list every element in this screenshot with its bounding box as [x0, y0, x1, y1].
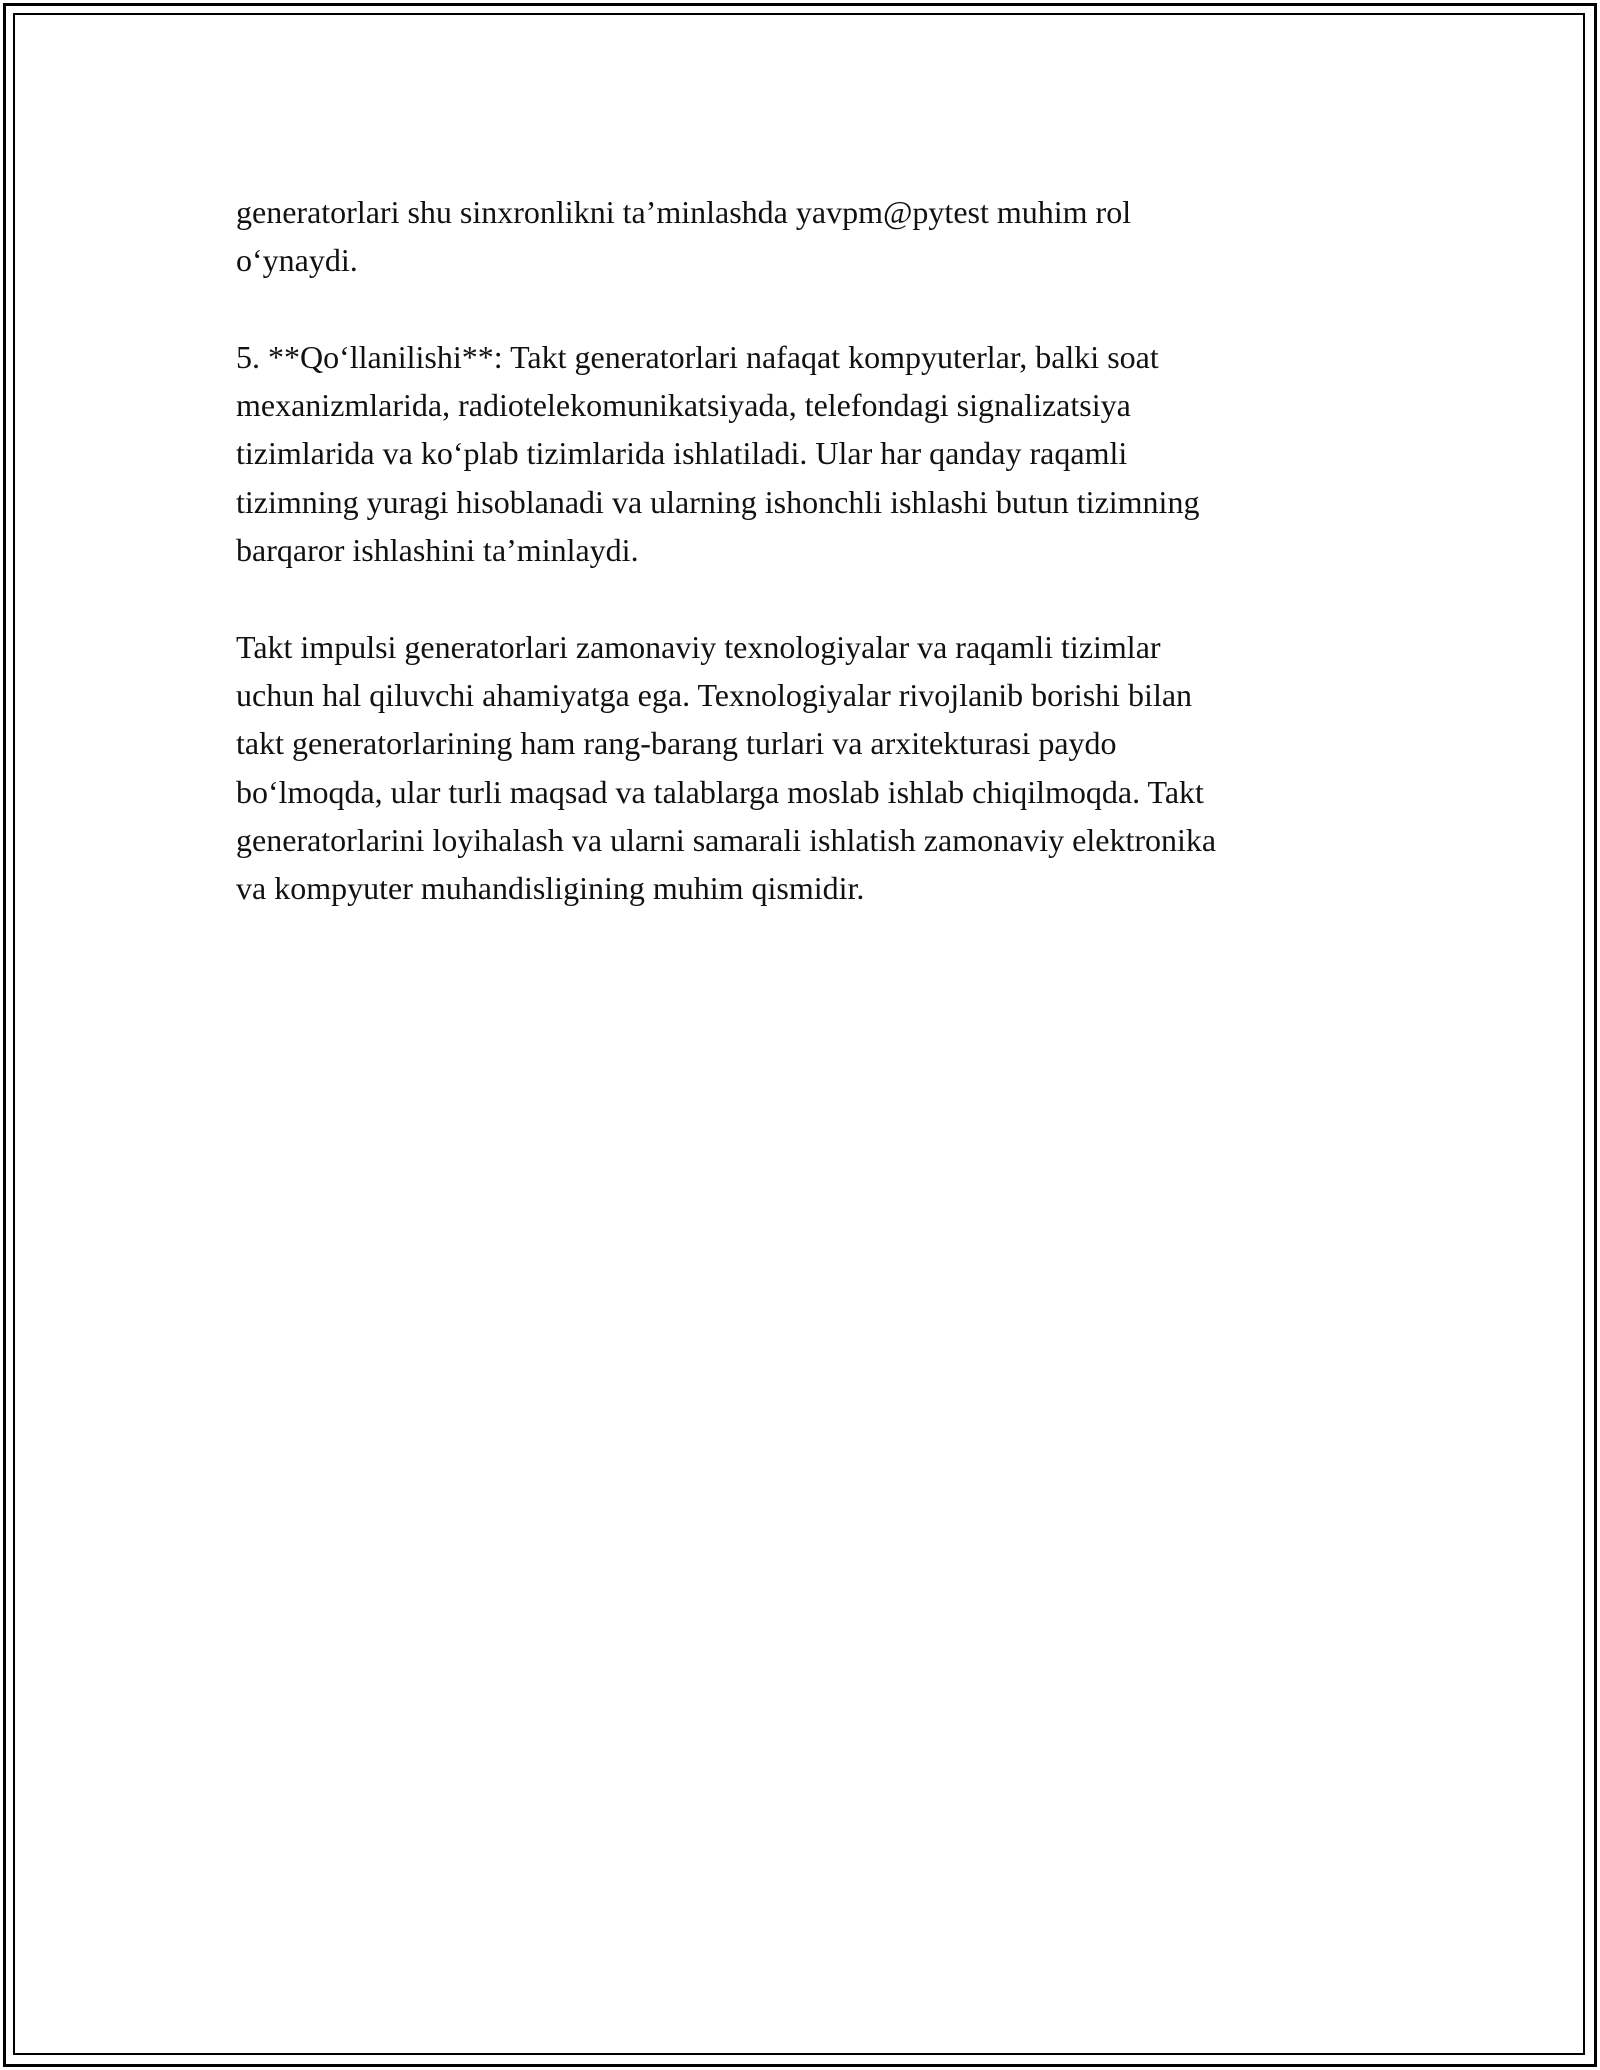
- paragraph-applications: 5. **Qo‘llanilishi**: Takt generatorlari nafaqat kompyuterlar, balki soat mexanizmlarida, radiotelekomunikatsiyada, telefondagi signalizatsiya tizimlarida va ko‘plab tizimlarida ishlatiladi. Ular har qanday raqamli tizimning yuragi hisoblanadi va ularning ishonchli ishlashi butun tizimning barqaror ishlashini ta’minlaydi.: [236, 338, 1200, 569]
- paragraph-continuation: generatorlari shu sinxronlikni ta’minlashda yavpm@pytest muhim rol o‘ynaydi.: [236, 194, 1132, 279]
- document-body: [236, 188, 1366, 961]
- paragraph-conclusion: Takt impulsi generatorlari zamonaviy texnologiyalar va raqamli tizimlar uchun hal qiluvchi ahamiyatga ega. Texnologiyalar rivojlanib borishi bilan takt generatorlarining ham rang-barang turlari va arxitekturasi paydo bo‘lmoqda, ular turli maqsad va talablarga moslab ishlab chiqilmoqda. Takt generatorlarini loyihalash va ularni samarali ishlatish zamonaviy elektronika va kompyuter muhandisligining muhim qismidir.: [236, 628, 1217, 907]
